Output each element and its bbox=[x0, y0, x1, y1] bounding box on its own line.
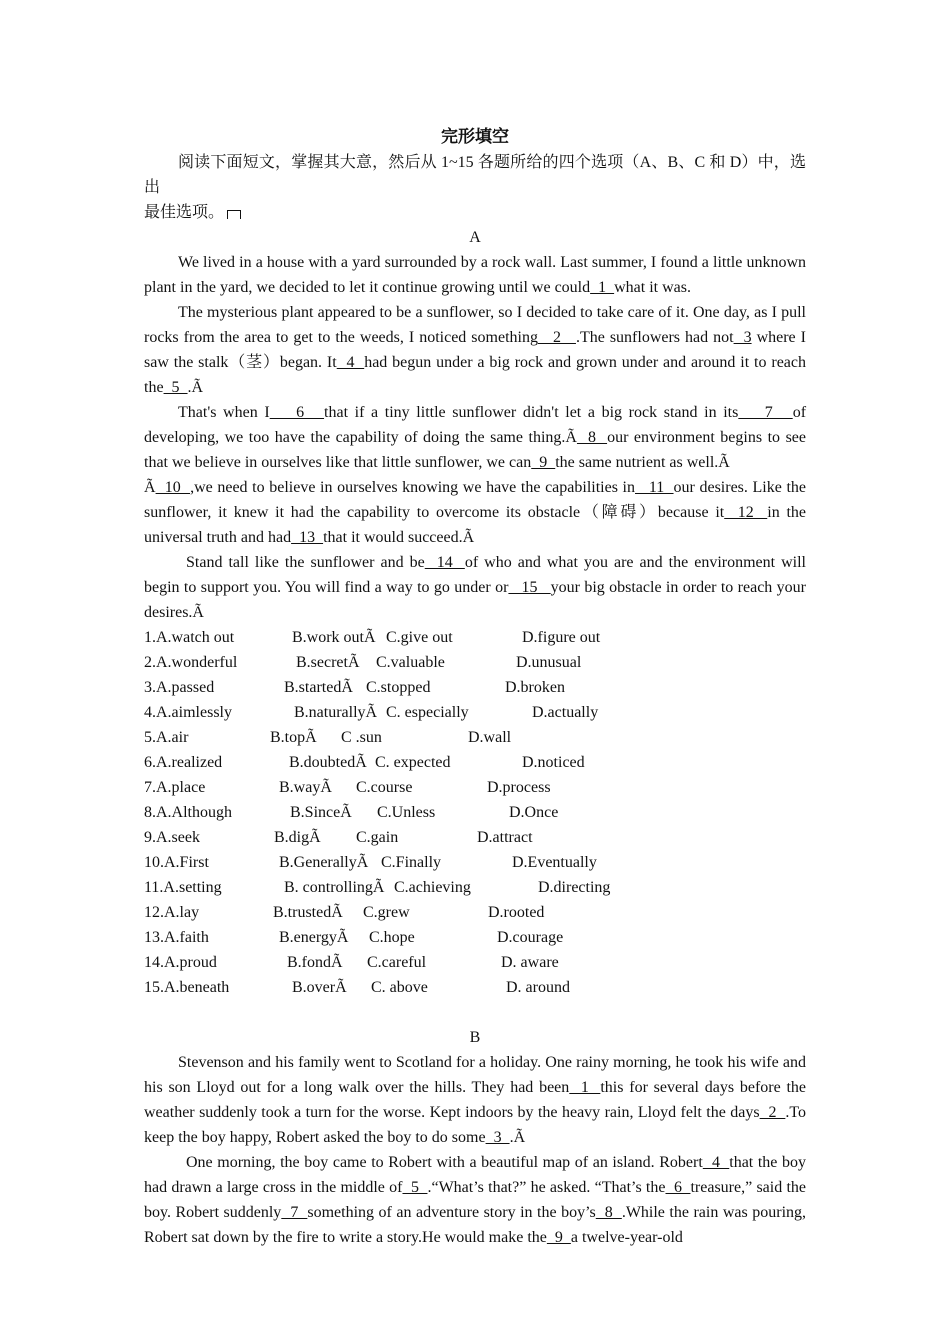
option-row bbox=[144, 975, 806, 1000]
option-a: 2.A.wonderful bbox=[144, 654, 238, 671]
option-b: B.overÃ bbox=[292, 979, 347, 996]
option-row bbox=[144, 750, 806, 775]
blank-b-8: 8 bbox=[595, 1204, 622, 1221]
passage-a-paragraph-2: The mysterious plant appeared to be a sunflower, so I decided to take care of it. One day, as I pull rocks from the area to get to the weeds, I noticed something 2 .The sunflowers had not 3 where I saw the stalk（茎）began. It 4 had begun under a big rock and grown under and around it to reach the 5 .Ã bbox=[144, 304, 806, 396]
blank-b-3: 3 bbox=[485, 1129, 510, 1146]
option-d: D. aware bbox=[501, 954, 559, 971]
blank-4: 4 bbox=[336, 354, 365, 371]
blank-8: 8 bbox=[576, 429, 608, 446]
option-a: 5.A.air bbox=[144, 729, 189, 746]
page-title: 完形填空 bbox=[441, 127, 509, 146]
option-row bbox=[144, 725, 806, 750]
option-b: B.secretÃ bbox=[296, 654, 360, 671]
option-d: D.courage bbox=[497, 929, 564, 946]
option-b: B.naturallyÃ bbox=[294, 704, 378, 721]
option-a: 7.A.place bbox=[144, 779, 206, 796]
option-a: 8.A.Although bbox=[144, 804, 232, 821]
option-b: B. controllingÃ bbox=[284, 879, 385, 896]
blank-b-2: 2 bbox=[759, 1104, 786, 1121]
option-a: 11.A.setting bbox=[144, 879, 222, 896]
option-b: B.fondÃ bbox=[287, 954, 343, 971]
option-a: 3.A.passed bbox=[144, 679, 215, 696]
option-row bbox=[144, 650, 806, 675]
option-row bbox=[144, 675, 806, 700]
option-c: C.achieving bbox=[394, 879, 471, 896]
instructions bbox=[144, 150, 806, 200]
edit-mark-icon bbox=[227, 210, 241, 219]
blank-9: 9 bbox=[531, 454, 556, 471]
option-c: C.valuable bbox=[376, 654, 445, 671]
passage-a-paragraph-3: That's when I 6 that if a tiny little sunflower didn't let a big rock stand in its 7 of developing, we too have the capability of doing the same thing.Ã 8 our environment begins to see that we believe in ourselves like that little sunflower, we can 9 the same nutrient as well.Ã bbox=[144, 404, 807, 471]
passage-a-paragraph-4: Ã 10 ,we need to believe in ourselves knowing we have the capabilities in 11 our desires. Like the sunflower, it knew it had the capability to overcome its obstacle（障碍）because it 12 in the universal truth and had 13 that it would succeed.Ã bbox=[144, 479, 807, 546]
option-d: D.noticed bbox=[522, 754, 585, 771]
option-d: D.attract bbox=[477, 829, 533, 846]
blank-1: 1 bbox=[590, 279, 615, 296]
option-c: C.hope bbox=[369, 929, 415, 946]
option-a: 14.A.proud bbox=[144, 954, 217, 971]
option-c: C. especially bbox=[386, 704, 469, 721]
option-b: B.work outÃ bbox=[292, 629, 376, 646]
option-d: D.wall bbox=[468, 729, 512, 746]
option-row bbox=[144, 775, 806, 800]
blank-6: 6 bbox=[269, 404, 325, 421]
instructions-continued bbox=[144, 200, 806, 225]
option-row bbox=[144, 800, 806, 825]
blank-b-1: 1 bbox=[569, 1079, 601, 1096]
blank-13: 13 bbox=[291, 529, 324, 546]
option-b: B.doubtedÃ bbox=[289, 754, 367, 771]
blank-b-9: 9 bbox=[546, 1229, 571, 1246]
option-c: C.course bbox=[356, 779, 413, 796]
option-d: D.rooted bbox=[488, 904, 545, 921]
option-c: C .sun bbox=[341, 729, 382, 746]
blank-b-4: 4 bbox=[702, 1154, 730, 1171]
option-row bbox=[144, 625, 806, 650]
option-a: 9.A.seek bbox=[144, 829, 200, 846]
option-b: B.startedÃ bbox=[284, 679, 353, 696]
passage-b-paragraph-2: One morning, the boy came to Robert with a beautiful map of an island. Robert 4 that the boy had drawn a large cross in the middle of 5 .“What’s that?” he asked. “That’s the 6 treasure,” said the boy. Robert suddenly 7 something of an adventure story in the boy’s 8 .While the rain was pouring, Robert sat down by the fire to write a story.He would make the 9 a twelve-year-old bbox=[144, 1154, 807, 1246]
option-d: D.Once bbox=[509, 804, 559, 821]
passage-b-paragraph-1: Stevenson and his family went to Scotland for a holiday. One rainy morning, he took his wife and his son Lloyd out for a long walk over the hills. They had been 1 this for several days before the weather suddenly took a turn for the worse. Kept indoors by the heavy rain, Lloyd felt the days 2 .To keep the boy happy, Robert asked the boy to do some 3 .Ã bbox=[144, 1054, 807, 1146]
option-a: 15.A.beneath bbox=[144, 979, 230, 996]
option-d: D.process bbox=[487, 779, 551, 796]
option-a: 12.A.lay bbox=[144, 904, 200, 921]
option-d: D.unusual bbox=[516, 654, 582, 671]
passage-a-paragraph-1: We lived in a house with a yard surrounded by a rock wall. Last summer, I found a little unknown plant in the yard, we decided to let it continue growing until we could 1 what it was. bbox=[144, 254, 806, 296]
blank-7: 7 bbox=[738, 404, 793, 421]
blank-5: 5 bbox=[163, 379, 188, 396]
document-page bbox=[144, 122, 806, 1250]
blank-3: 3 bbox=[733, 329, 752, 346]
option-b: B.SinceÃ bbox=[290, 804, 352, 821]
option-d: D.broken bbox=[505, 679, 565, 696]
blank-b-7: 7 bbox=[281, 1204, 308, 1221]
instruction-line-2: 最佳选项。 bbox=[144, 204, 225, 221]
option-row bbox=[144, 900, 806, 925]
answer-options bbox=[144, 625, 806, 1000]
option-c: C.give out bbox=[386, 629, 453, 646]
passage-b-label: B bbox=[469, 1029, 481, 1046]
option-b: B.GenerallyÃ bbox=[279, 854, 369, 871]
option-d: D.directing bbox=[538, 879, 611, 896]
option-b: B.digÃ bbox=[274, 829, 321, 846]
option-b: B.trustedÃ bbox=[273, 904, 343, 921]
option-b: B.wayÃ bbox=[279, 779, 332, 796]
option-row bbox=[144, 950, 806, 975]
option-c: C.careful bbox=[367, 954, 427, 971]
option-c: C.gain bbox=[356, 829, 399, 846]
option-a: 6.A.realized bbox=[144, 754, 223, 771]
blank-2: 2 bbox=[537, 329, 576, 346]
option-a: 10.A.First bbox=[144, 854, 209, 871]
passage-a-label: A bbox=[469, 229, 481, 246]
option-row bbox=[144, 850, 806, 875]
option-c: C. expected bbox=[375, 754, 451, 771]
passage-a-paragraph-5: Stand tall like the sunflower and be 14 of who and what you are and the environment will begin to support you. You will find a way to go under or 15 your big obstacle in order to reach your desires.Ã bbox=[144, 554, 807, 621]
option-a: 13.A.faith bbox=[144, 929, 209, 946]
option-d: D.Eventually bbox=[512, 854, 597, 871]
option-c: C.grew bbox=[363, 904, 410, 921]
option-a: 1.A.watch out bbox=[144, 629, 235, 646]
spacer bbox=[144, 1000, 806, 1025]
blank-15: 15 bbox=[508, 579, 551, 596]
blank-14: 14 bbox=[424, 554, 465, 571]
option-d: D.actually bbox=[532, 704, 599, 721]
option-c: C.Finally bbox=[381, 854, 442, 871]
option-d: D. around bbox=[506, 979, 570, 996]
option-b: B.topÃ bbox=[270, 729, 317, 746]
option-a: 4.A.aimlessly bbox=[144, 704, 232, 721]
option-row bbox=[144, 875, 806, 900]
blank-12: 12 bbox=[724, 504, 768, 521]
blank-b-5: 5 bbox=[402, 1179, 428, 1196]
blank-10: 10 bbox=[155, 479, 191, 496]
blank-b-6: 6 bbox=[665, 1179, 691, 1196]
option-b: B.energyÃ bbox=[279, 929, 349, 946]
option-c: C.Unless bbox=[377, 804, 436, 821]
option-row bbox=[144, 700, 806, 725]
option-c: C.stopped bbox=[366, 679, 431, 696]
option-row bbox=[144, 925, 806, 950]
option-d: D.figure out bbox=[522, 629, 601, 646]
option-row bbox=[144, 825, 806, 850]
instruction-line-1: 阅读下面短文，掌握其大意，然后从 1~15 各题所给的四个选项（A、B、C 和 D）中，选出 bbox=[144, 154, 806, 196]
blank-11: 11 bbox=[635, 479, 674, 496]
option-c: C. above bbox=[371, 979, 428, 996]
